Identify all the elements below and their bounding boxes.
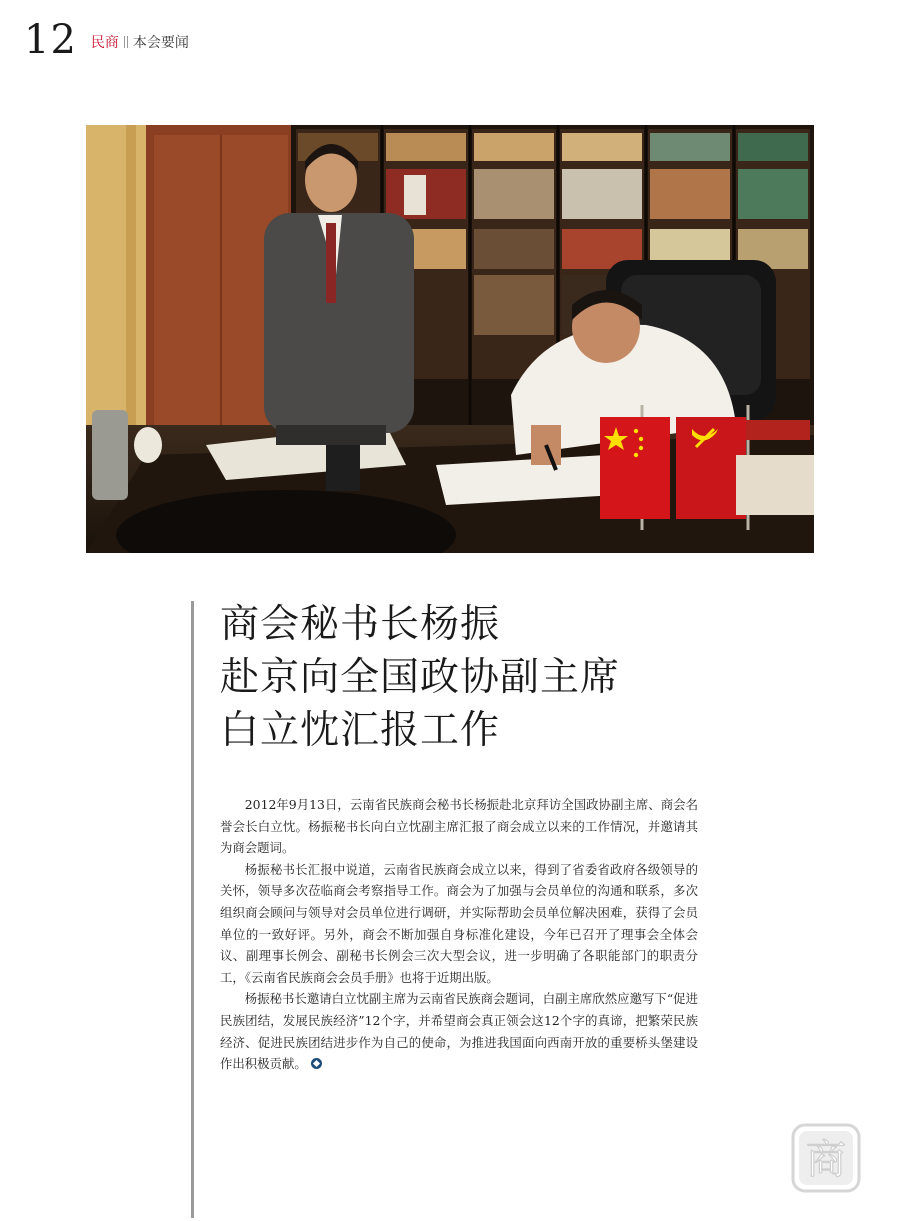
paragraph-2-text: 杨振秘书长汇报中说道，云南省民族商会成立以来，得到了省委省政府各级领导的关怀，领导多次莅临商会考察指导工作。商会为了加强与会员单位的沟通和联系，多次组织商会顾问与领导对会员单位进行调研，并实际帮助会员单位解决困难，获得了会员单位的一致好评。另外，商会不断加强自身标准化建设，今年已召开了理事会全体会议、副理事长例会、副秘书长例会三次大型会议，进一步明确了各职能部门的职责分工，《云南省民族商会会员手册》也将于近期出版。 (220, 861, 698, 985)
magazine-brand: 民商 (90, 35, 119, 51)
logo-char: 商 (806, 1137, 846, 1183)
article-paragraph-3 (220, 988, 698, 1074)
article-paragraph-1 (220, 794, 698, 859)
column-name: 本会要闻 (132, 35, 189, 51)
page-header (24, 17, 189, 63)
headline-line-3: 白立忱汇报工作 (220, 708, 501, 753)
article-photo (86, 125, 814, 553)
chamber-logo-icon (790, 1122, 862, 1194)
vertical-rule (191, 601, 194, 1218)
section-separator (124, 36, 128, 48)
article-paragraph-2 (220, 859, 698, 989)
headline-line-1: 商会秘书长杨振 (220, 602, 501, 647)
end-of-article-icon (311, 1058, 322, 1069)
page-number: 12 (24, 17, 77, 63)
paragraph-3-text: 杨振秘书长邀请白立忱副主席为云南省民族商会题词，白副主席欣然应邀写下“促进民族团结，发展民族经济”12个字，并希望商会真正领会这12个字的真谛，把繁荣民族经济、促进民族团结进步作为自己的使命，为推进我国面向西南开放的重要桥头堡建设作出积极贡献。 (220, 991, 698, 1072)
headline-line-2: 赴京向全国政协副主席 (220, 655, 621, 700)
article-headline (220, 598, 620, 757)
paragraph-1-text: 2012年9月13日，云南省民族商会秘书长杨振赴北京拜访全国政协副主席、商会名誉会长白立忱。杨振秘书长向白立忱副主席汇报了商会成立以来的工作情况，并邀请其为商会题词。 (220, 797, 698, 856)
article-body (220, 794, 698, 1075)
section-label (91, 32, 189, 52)
